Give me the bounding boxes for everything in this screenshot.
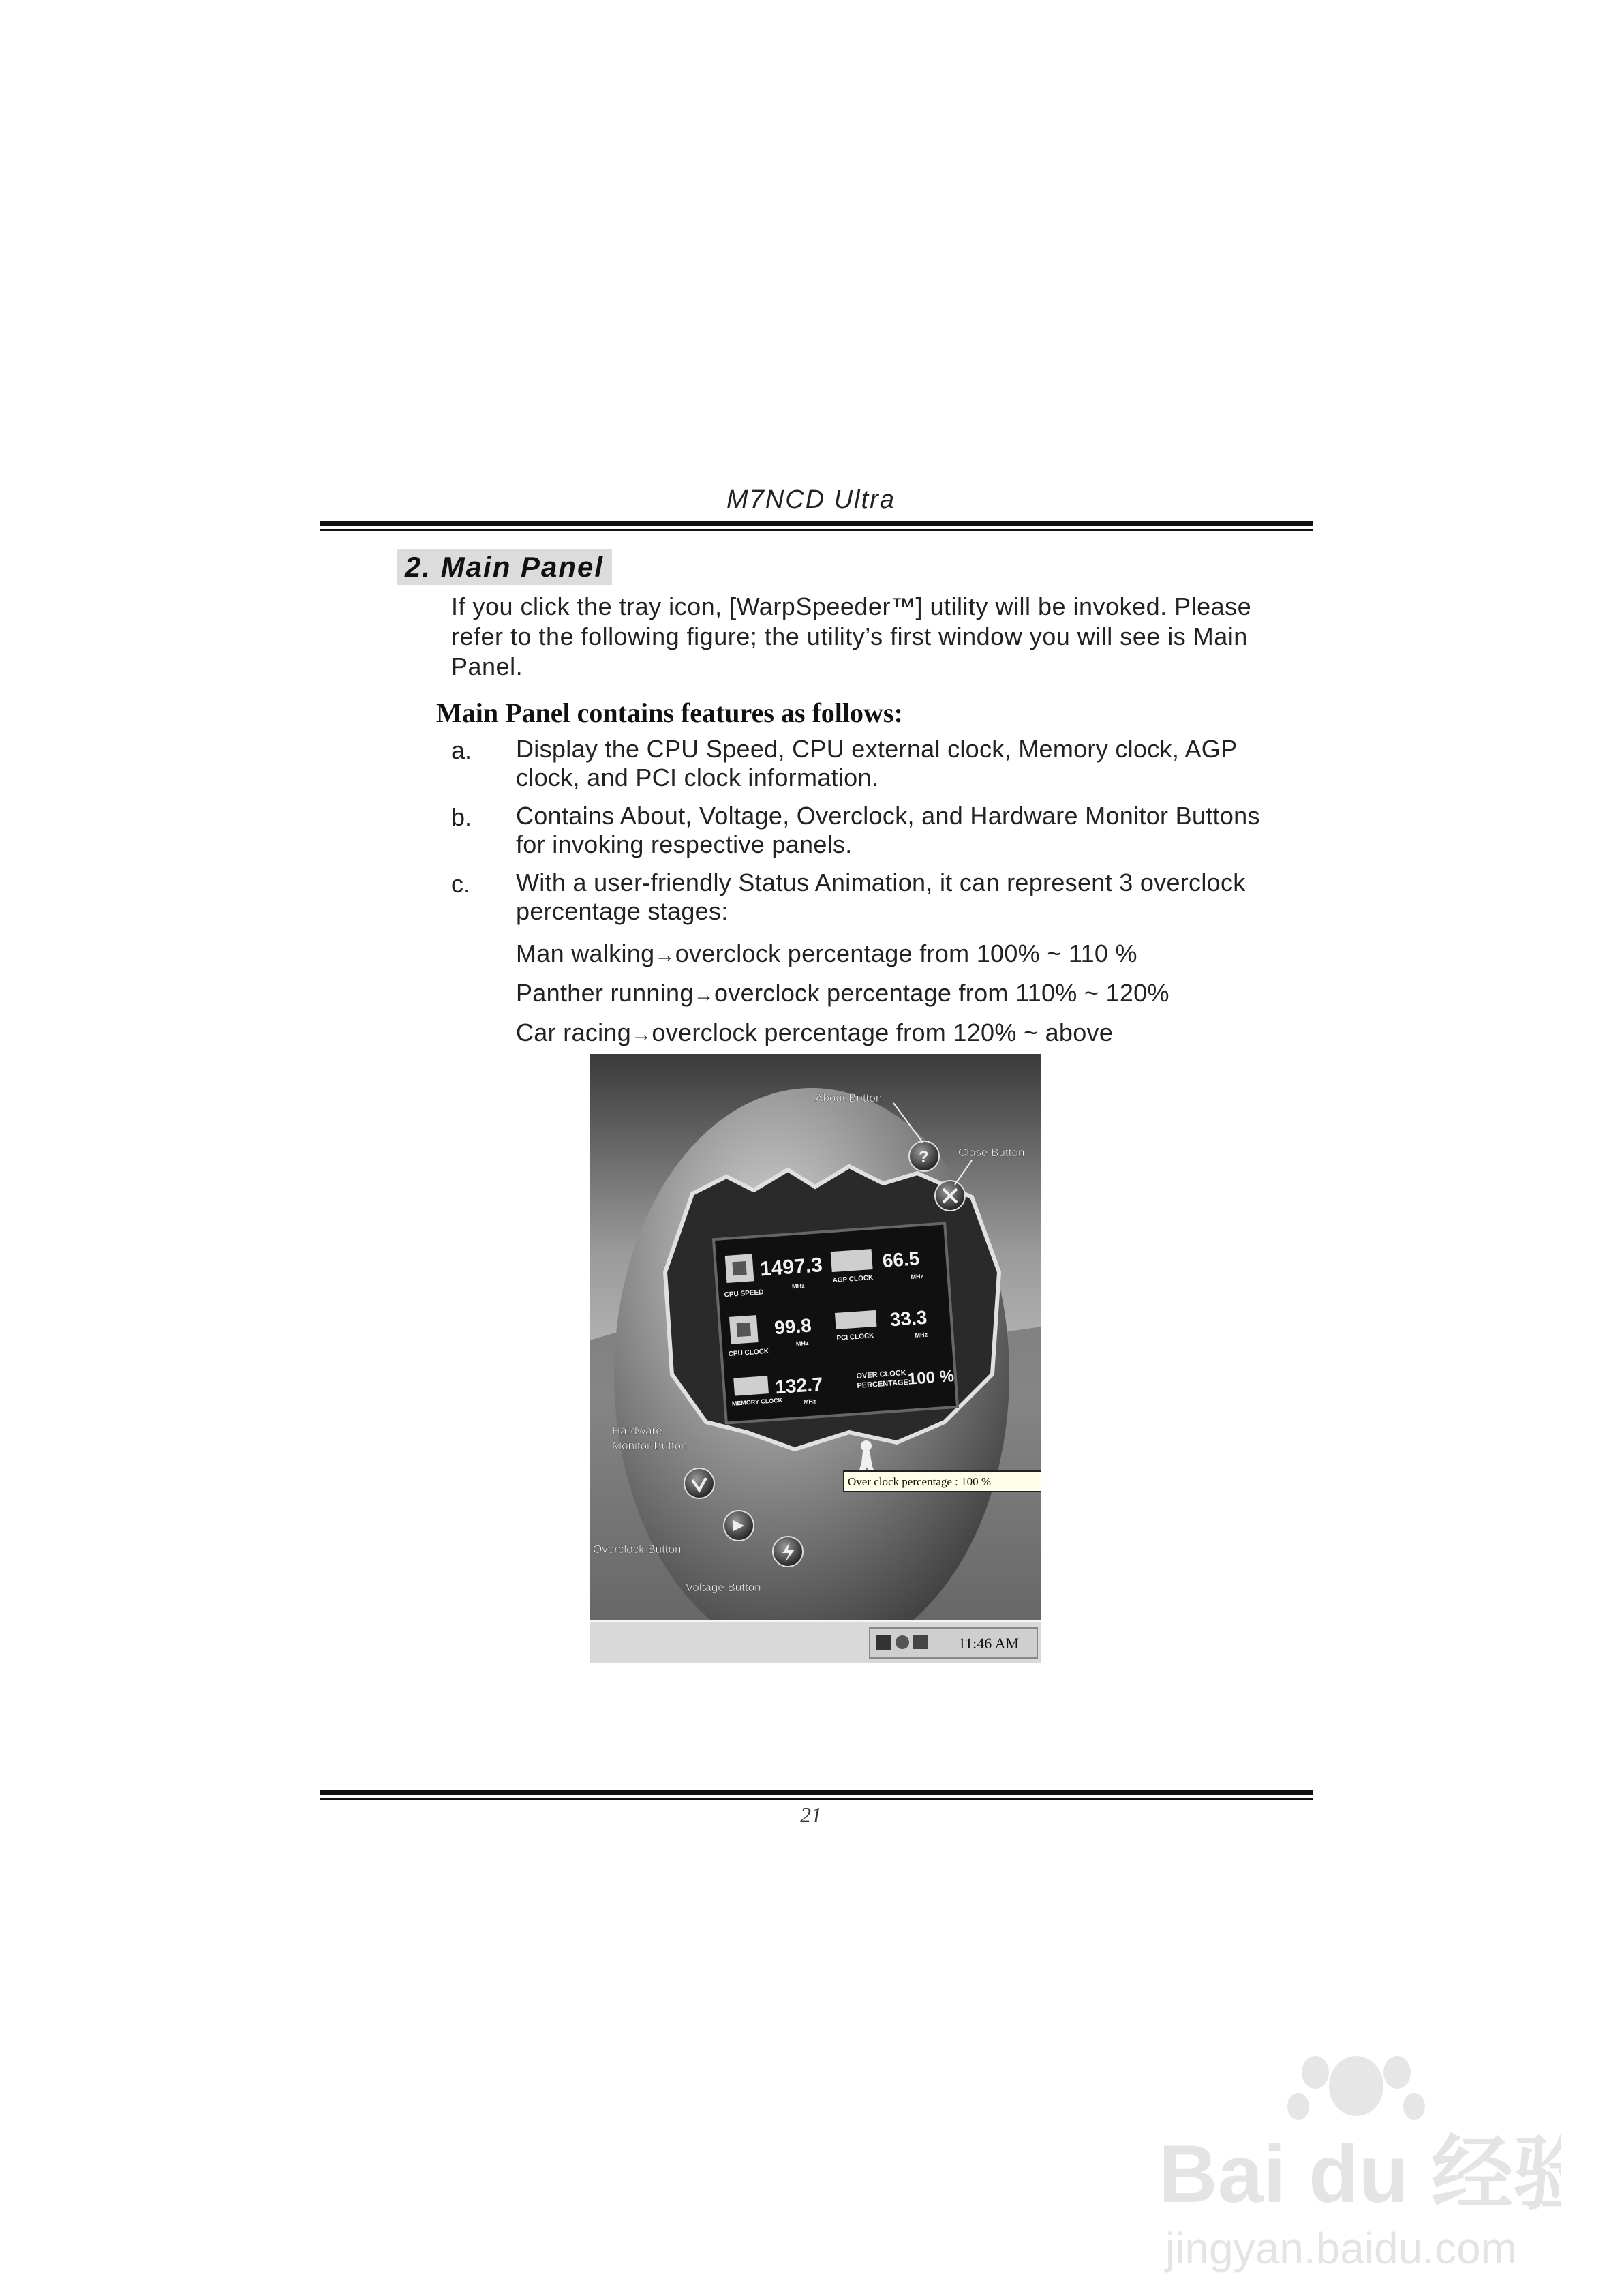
intro-line: If you click the tray icon, [WarpSpeeder™] utility will be invoked. Please <box>451 592 1252 620</box>
item-text-c <box>516 868 1313 926</box>
item-line: Contains About, Voltage, Overclock, and Hardware Monitor Buttons <box>516 802 1260 830</box>
about-button-callout: About Button <box>815 1091 883 1104</box>
arrow-right-icon: → <box>693 984 714 1006</box>
pci-clock-value: 33.3 <box>889 1306 928 1331</box>
watermark-url: jingyan.baidu.com <box>1165 2224 1517 2273</box>
page-number: 21 <box>800 1802 822 1827</box>
footer-rule-thick <box>320 1790 1313 1795</box>
item-letter-c: c. <box>451 870 471 898</box>
baidu-jingyan-watermark <box>1152 2045 1561 2291</box>
cpu-clock-value: 99.8 <box>774 1314 812 1339</box>
overclock-label-1: OVER CLOCK <box>856 1368 907 1381</box>
stage-name: Car racing <box>516 1018 632 1046</box>
footer-rule-thin <box>320 1798 1313 1800</box>
cpu-speed-value: 1497.3 <box>759 1254 823 1281</box>
unit-label: MHz <box>803 1398 816 1406</box>
overclock-label-2: PERCENTAGE: <box>857 1378 911 1391</box>
network-tray-icon[interactable] <box>896 1635 909 1649</box>
item-line: percentage stages: <box>516 897 729 925</box>
item-line: clock, and PCI clock information. <box>516 764 879 791</box>
stage-man-walking <box>516 939 1137 968</box>
warpspeeder-tray-icon[interactable] <box>876 1635 891 1650</box>
hardware-monitor-callout-line1: Hardware <box>612 1424 662 1437</box>
agp-clock-value: 66.5 <box>881 1248 921 1271</box>
stage-name: Panther running <box>516 979 694 1007</box>
watermark-brand: Bai du 经验 <box>1159 2128 1561 2220</box>
header-rule-thick <box>320 521 1313 526</box>
close-button-callout: Close Button <box>958 1146 1025 1159</box>
speaker-tray-icon[interactable] <box>913 1635 928 1649</box>
stage-car-racing <box>516 1018 1113 1047</box>
item-letter-b: b. <box>451 803 472 831</box>
memory-clock-label: MEMORY CLOCK <box>731 1396 783 1407</box>
cpu-clock-chip-core <box>737 1323 751 1337</box>
question-mark-icon: ? <box>919 1148 929 1166</box>
overclock-percentage-value: 100 % <box>907 1367 955 1389</box>
warpspeeder-main-panel-figure <box>590 1054 1041 1663</box>
voltage-button-callout: Voltage Button <box>686 1581 761 1594</box>
stage-panther-running <box>516 979 1169 1008</box>
overclock-button-callout: Overclock Button <box>593 1543 682 1556</box>
header-rule-thin <box>320 529 1313 531</box>
cpu-clock-label: CPU CLOCK <box>728 1347 769 1359</box>
stage-desc: overclock percentage from 120% ~ above <box>652 1018 1114 1046</box>
memory-clock-value: 132.7 <box>774 1373 824 1398</box>
stage-name: Man walking <box>516 939 655 967</box>
item-line: Display the CPU Speed, CPU external clock, Memory clock, AGP <box>516 735 1238 763</box>
cpu-speed-label: CPU SPEED <box>724 1288 764 1299</box>
arrow-right-icon: → <box>654 944 675 967</box>
memory-module-icon <box>733 1376 769 1395</box>
intro-line: Panel. <box>451 652 523 680</box>
paw-print-icon <box>1287 2056 1425 2120</box>
pci-clock-label: PCI CLOCK <box>836 1332 874 1342</box>
hardware-monitor-callout-line2: Monitor Button <box>612 1439 688 1452</box>
hardware-monitor-button[interactable] <box>684 1468 714 1498</box>
header-title: M7NCD Ultra <box>726 485 896 514</box>
intro-line: refer to the following figure; the utility’s first window you will see is Main <box>451 622 1248 650</box>
overclock-tooltip-text: Over clock percentage : 100 % <box>848 1475 992 1488</box>
arrow-right-icon: → <box>631 1023 652 1046</box>
item-letter-a: a. <box>451 736 472 764</box>
item-text-b <box>516 802 1313 859</box>
intro-paragraph <box>451 592 1303 682</box>
item-text-a <box>516 735 1313 792</box>
stage-desc: overclock percentage from 110% ~ 120% <box>714 979 1169 1007</box>
unit-label: MHz <box>795 1339 809 1348</box>
unit-label: MHz <box>911 1272 924 1281</box>
item-line: With a user-friendly Status Animation, it can represent 3 overclock <box>516 868 1246 896</box>
cpu-chip-core <box>732 1261 746 1275</box>
section-heading: 2. Main Panel <box>397 549 612 585</box>
taskbar-clock: 11:46 AM <box>958 1635 1020 1652</box>
taskbar-top-edge <box>590 1620 1041 1622</box>
pci-card-icon <box>835 1310 877 1329</box>
item-line: for invoking respective panels. <box>516 830 853 858</box>
agp-card-icon <box>831 1249 873 1272</box>
baidu-watermark-graphic <box>1152 2045 1561 2291</box>
agp-clock-label: AGP CLOCK <box>832 1273 874 1285</box>
stage-desc: overclock percentage from 100% ~ 110 % <box>675 939 1137 967</box>
features-heading: Main Panel contains features as follows: <box>436 697 903 728</box>
main-panel-illustration <box>590 1054 1041 1663</box>
unit-label: MHz <box>791 1282 805 1290</box>
unit-label: MHz <box>915 1331 928 1339</box>
